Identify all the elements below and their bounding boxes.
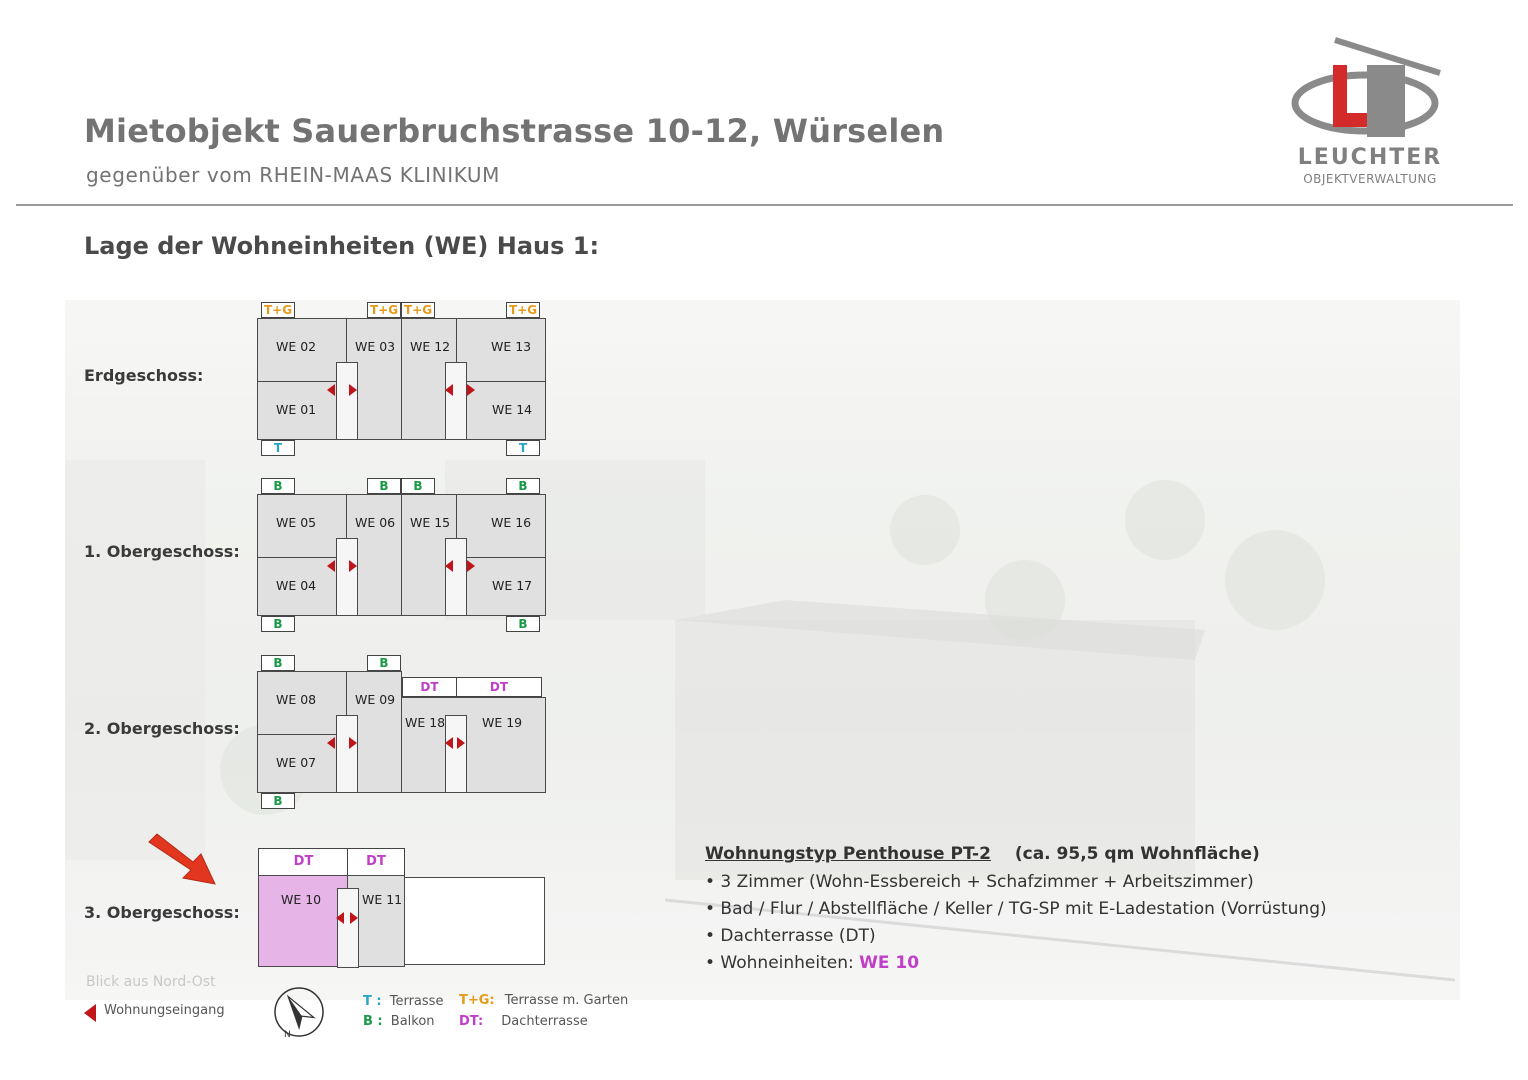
tag-balcony: B [261, 793, 295, 809]
legend-key: B : [363, 1014, 383, 1029]
floor-label-eg: Erdgeschoss: [84, 366, 204, 385]
tag-balcony: B [261, 616, 295, 632]
entrance-arrow-icon [349, 560, 357, 572]
tag-terrace-garden: T+G [261, 302, 295, 318]
entrance-arrow-icon [467, 560, 475, 572]
unit-we04 [257, 557, 337, 616]
tag-balcony: B [261, 478, 295, 494]
apartment-units-line [705, 953, 919, 973]
tag-balcony: B [367, 478, 401, 494]
unit-we17 [466, 557, 546, 616]
unit-label: WE 18 [405, 715, 446, 730]
apartment-area: (ca. 95,5 qm Wohnfläche) [1014, 844, 1260, 864]
tag-balcony: B [367, 655, 401, 671]
north-label: N [284, 1030, 291, 1039]
stairwell [445, 362, 467, 440]
unit-label: WE 04 [276, 578, 317, 593]
legend-balcony [363, 1014, 435, 1029]
entrance-arrow-icon [467, 384, 475, 396]
unit-we02 [257, 318, 347, 382]
page-subtitle: gegenüber vom RHEIN-MAAS KLINIKUM [86, 163, 501, 187]
pointer-arrow-icon [145, 832, 220, 890]
entrance-arrow-icon [445, 384, 453, 396]
legend-key: T : [363, 994, 382, 1009]
legend-terrace-garden [459, 993, 628, 1008]
stairwell [445, 715, 467, 793]
tag-roof-terrace: DT [258, 848, 348, 876]
unit-we10-highlighted [258, 875, 348, 967]
entrance-arrow-icon [327, 737, 335, 749]
page-title: Mietobjekt Sauerbruchstrasse 10-12, Würselen [84, 112, 945, 150]
floor-label-og3: 3. Obergeschoss: [84, 903, 240, 922]
floorplan-og3 [258, 848, 547, 968]
legend-value: Balkon [390, 1014, 435, 1029]
legend-value: Terrasse [389, 994, 444, 1009]
unit-we07 [257, 734, 337, 793]
stairwell [445, 538, 467, 616]
entrance-arrow-icon [84, 1004, 96, 1022]
legend-terrace [363, 994, 443, 1009]
apartment-bullet: • 3 Zimmer (Wohn-Essbereich + Schafzimmer + Arbeitszimmer) [705, 872, 1254, 892]
north-compass-icon [272, 985, 326, 1039]
legend-value: Dachterrasse [501, 1014, 588, 1029]
tag-terrace-garden: T+G [367, 302, 401, 318]
tag-balcony: B [261, 655, 295, 671]
stairwell [336, 362, 358, 440]
tag-balcony: B [506, 616, 540, 632]
unit-label: WE 15 [410, 515, 451, 530]
entrance-arrow-icon [327, 384, 335, 396]
header-divider [16, 204, 1513, 206]
tag-roof-terrace: DT [402, 677, 456, 697]
unit-label: WE 02 [276, 339, 317, 354]
stairwell [337, 888, 359, 968]
logo-subname: OBJEKTVERWALTUNG [1303, 172, 1437, 186]
tag-terrace: T [261, 440, 295, 456]
unit-label: WE 16 [491, 515, 532, 530]
entrance-arrow-icon [349, 737, 357, 749]
tag-balcony: B [401, 478, 435, 494]
legend-value: Terrasse m. Garten [504, 993, 629, 1008]
unit-label: WE 03 [355, 339, 396, 354]
legend-roof-terrace [459, 1014, 588, 1029]
tag-balcony: B [506, 478, 540, 494]
apartment-bullet: • Bad / Flur / Abstellfläche / Keller / TG-SP mit E-Ladestation (Vorrüstung) [705, 899, 1327, 919]
entrance-arrow-icon [349, 384, 357, 396]
apartment-units-value: WE 10 [859, 953, 920, 973]
legend-key: DT: [459, 1014, 484, 1029]
unit-label: WE 17 [492, 578, 533, 593]
stairwell [336, 538, 358, 616]
tag-terrace-garden: T+G [506, 302, 540, 318]
entrance-arrow-icon [336, 912, 344, 924]
unit-we16 [456, 494, 546, 558]
apartment-type-heading [705, 844, 1260, 864]
unit-we13 [456, 318, 546, 382]
unit-label: WE 01 [276, 402, 317, 417]
entrance-arrow-icon [327, 560, 335, 572]
unit-label: WE 05 [276, 515, 317, 530]
unit-label: WE 07 [276, 755, 317, 770]
logo-name: LEUCHTER [1297, 145, 1443, 170]
unit-we14 [466, 381, 546, 440]
company-logo [1285, 35, 1455, 190]
apartment-type-title: Wohnungstyp Penthouse PT-2 [705, 844, 991, 864]
unit-label: WE 19 [482, 715, 523, 730]
section-title: Lage der Wohneinheiten (WE) Haus 1: [84, 232, 600, 260]
unit-we01 [257, 381, 337, 440]
unit-label: WE 13 [491, 339, 532, 354]
entrance-arrow-icon [445, 560, 453, 572]
legend-entrance-label: Wohnungseingang [104, 1003, 225, 1018]
unit-label: WE 09 [355, 692, 396, 707]
entrance-arrow-icon [457, 737, 465, 749]
tag-roof-terrace: DT [347, 848, 405, 876]
tag-roof-terrace: DT [456, 677, 542, 697]
unit-we19 [467, 697, 546, 793]
floorplan-eg [257, 318, 546, 440]
unit-we08 [257, 671, 347, 735]
unit-label: WE 08 [276, 692, 317, 707]
roof-outline [404, 877, 545, 965]
floorplan-og2 [257, 671, 546, 793]
apartment-units-label: • Wohneinheiten: [705, 953, 860, 973]
floorplan-og1 [257, 494, 546, 616]
unit-we05 [257, 494, 347, 558]
background-caption: Blick aus Nord-Ost [86, 974, 216, 990]
entrance-arrow-icon [445, 737, 453, 749]
stairwell [336, 715, 358, 793]
entrance-arrow-icon [350, 912, 358, 924]
unit-label: WE 14 [492, 402, 533, 417]
apartment-bullet: • Dachterrasse (DT) [705, 926, 876, 946]
unit-label: WE 06 [355, 515, 396, 530]
unit-label: WE 11 [362, 892, 403, 907]
floor-label-og1: 1. Obergeschoss: [84, 542, 240, 561]
floor-label-og2: 2. Obergeschoss: [84, 719, 240, 738]
tag-terrace: T [506, 440, 540, 456]
legend-key: T+G: [459, 993, 495, 1008]
unit-label: WE 12 [410, 339, 451, 354]
logo-mark-icon [1285, 35, 1455, 145]
tag-terrace-garden: T+G [401, 302, 435, 318]
unit-label: WE 10 [281, 892, 322, 907]
